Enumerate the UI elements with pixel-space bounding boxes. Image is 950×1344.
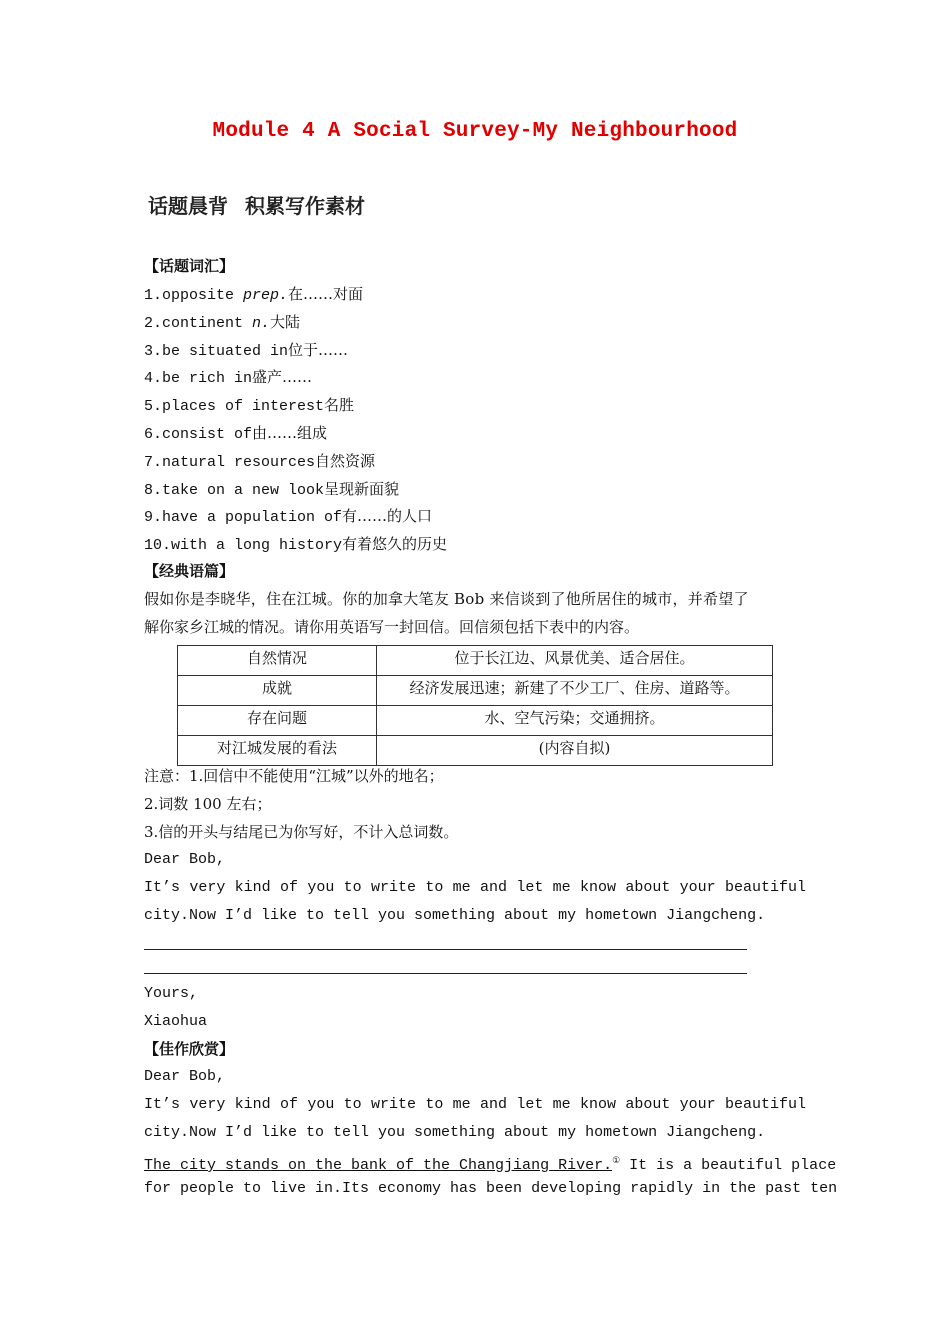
letter-line-1: It’s very kind of you to write to me and let me know about your beautiful bbox=[144, 879, 806, 896]
vocab-heading: 【话题词汇】 bbox=[144, 257, 235, 275]
table-row bbox=[178, 706, 773, 736]
sample-line-3 bbox=[144, 1151, 837, 1176]
vocab-number: 3. bbox=[144, 342, 163, 360]
vocab-english: natural resources bbox=[162, 453, 316, 471]
page-title: Module 4 A Social Survey-My Neighbourhood bbox=[212, 120, 738, 143]
letter-signature: Xiaohua bbox=[144, 1013, 208, 1030]
table-label-cell: 存在问题 bbox=[178, 706, 377, 736]
vocab-chinese: 位于…… bbox=[288, 340, 349, 359]
vocab-item bbox=[144, 367, 312, 389]
section-heading: 话题晨背 积累写作素材 bbox=[148, 194, 365, 218]
sample-line-1: It’s very kind of you to write to me and let me know about your beautiful bbox=[144, 1096, 806, 1113]
vocab-item bbox=[144, 395, 354, 417]
vocab-item bbox=[144, 506, 432, 528]
vocab-number: 5. bbox=[144, 398, 163, 416]
answer-line-1 bbox=[144, 949, 747, 950]
sample-greeting: Dear Bob, bbox=[144, 1068, 226, 1085]
vocab-number: 2. bbox=[144, 314, 163, 332]
vocab-number: 7. bbox=[144, 453, 163, 471]
vocab-number: 1. bbox=[144, 287, 163, 304]
vocab-pos: prep. bbox=[243, 287, 289, 304]
vocab-chinese: 由……组成 bbox=[252, 424, 328, 442]
vocab-pos: n. bbox=[252, 314, 271, 332]
vocab-number: 8. bbox=[144, 481, 163, 499]
vocab-number: 10. bbox=[144, 537, 172, 555]
table-row bbox=[178, 676, 773, 706]
sample-underlined-sentence: The city stands on the bank of the Changjiang River. bbox=[144, 1157, 613, 1174]
vocab-item bbox=[144, 423, 327, 445]
vocab-english: be rich in bbox=[162, 370, 253, 388]
table-row bbox=[178, 736, 773, 766]
vocab-chinese: 有着悠久的历史 bbox=[342, 535, 448, 554]
vocab-number: 9. bbox=[144, 509, 163, 527]
info-table bbox=[177, 645, 773, 766]
letter-greeting: Dear Bob, bbox=[144, 851, 226, 868]
vocab-english: opposite bbox=[162, 287, 244, 304]
vocab-english: have a population of bbox=[162, 509, 343, 527]
sample-line-2: city.Now I’d like to tell you something about my hometown Jiangcheng. bbox=[144, 1124, 766, 1141]
sample-heading: 【佳作欣赏】 bbox=[144, 1040, 235, 1058]
letter-closing: Yours, bbox=[144, 985, 199, 1002]
vocab-chinese: 有……的人口 bbox=[342, 507, 433, 526]
vocab-english: consist of bbox=[162, 426, 253, 443]
note-1: 注意：1.回信中不能使用“江城”以外的地名； bbox=[144, 767, 444, 785]
vocab-english: with a long history bbox=[171, 537, 343, 555]
letter-line-2: city.Now I’d like to tell you something about my hometown Jiangcheng. bbox=[144, 907, 766, 924]
vocab-number: 6. bbox=[144, 426, 163, 443]
vocab-item bbox=[144, 534, 447, 556]
note-3: 3.信的开头与结尾已为你写好，不计入总词数。 bbox=[144, 823, 459, 841]
table-content-cell: (内容自拟) bbox=[377, 736, 773, 766]
vocab-number: 4. bbox=[144, 370, 163, 388]
table-content-cell: 位于长江边、风景优美、适合居住。 bbox=[377, 646, 773, 676]
vocab-english: take on a new look bbox=[162, 481, 325, 499]
vocab-item bbox=[144, 312, 300, 334]
vocab-chinese: 盛产…… bbox=[252, 368, 313, 387]
note-2: 2.词数 100 左右； bbox=[144, 795, 272, 813]
sample-marker: ① bbox=[612, 1156, 621, 1166]
sample-line-4: for people to live in.Its economy has been developing rapidly in the past ten bbox=[144, 1180, 838, 1197]
classic-heading: 【经典语篇】 bbox=[144, 562, 235, 580]
vocab-item bbox=[144, 451, 375, 473]
vocab-chinese: 大陆 bbox=[270, 312, 301, 331]
table-content-cell: 经济发展迅速；新建了不少工厂、住房、道路等。 bbox=[377, 676, 773, 706]
vocab-english: places of interest bbox=[162, 398, 325, 416]
vocab-chinese: 在……对面 bbox=[288, 285, 364, 303]
prompt-line-2: 解你家乡江城的情况。请你用英语写一封回信。回信须包括下表中的内容。 bbox=[144, 618, 640, 636]
vocab-item bbox=[144, 479, 399, 501]
vocab-chinese: 呈现新面貌 bbox=[324, 479, 400, 498]
vocab-chinese: 自然资源 bbox=[315, 451, 376, 470]
vocab-english: be situated in bbox=[162, 342, 289, 360]
table-content-cell: 水、空气污染；交通拥挤。 bbox=[377, 706, 773, 736]
vocab-chinese: 名胜 bbox=[324, 396, 355, 415]
table-label-cell: 对江城发展的看法 bbox=[178, 736, 377, 766]
sample-line-3-rest: It is a beautiful place bbox=[620, 1157, 837, 1174]
answer-line-2 bbox=[144, 973, 747, 974]
vocab-item bbox=[144, 284, 363, 306]
vocab-english: continent bbox=[162, 314, 253, 332]
vocab-item bbox=[144, 340, 348, 362]
table-label-cell: 自然情况 bbox=[178, 646, 377, 676]
prompt-line-1: 假如你是李晓华，住在江城。你的加拿大笔友 Bob 来信谈到了他所居住的城市，并希望了 bbox=[144, 590, 749, 608]
table-label-cell: 成就 bbox=[178, 676, 377, 706]
table-row bbox=[178, 646, 773, 676]
